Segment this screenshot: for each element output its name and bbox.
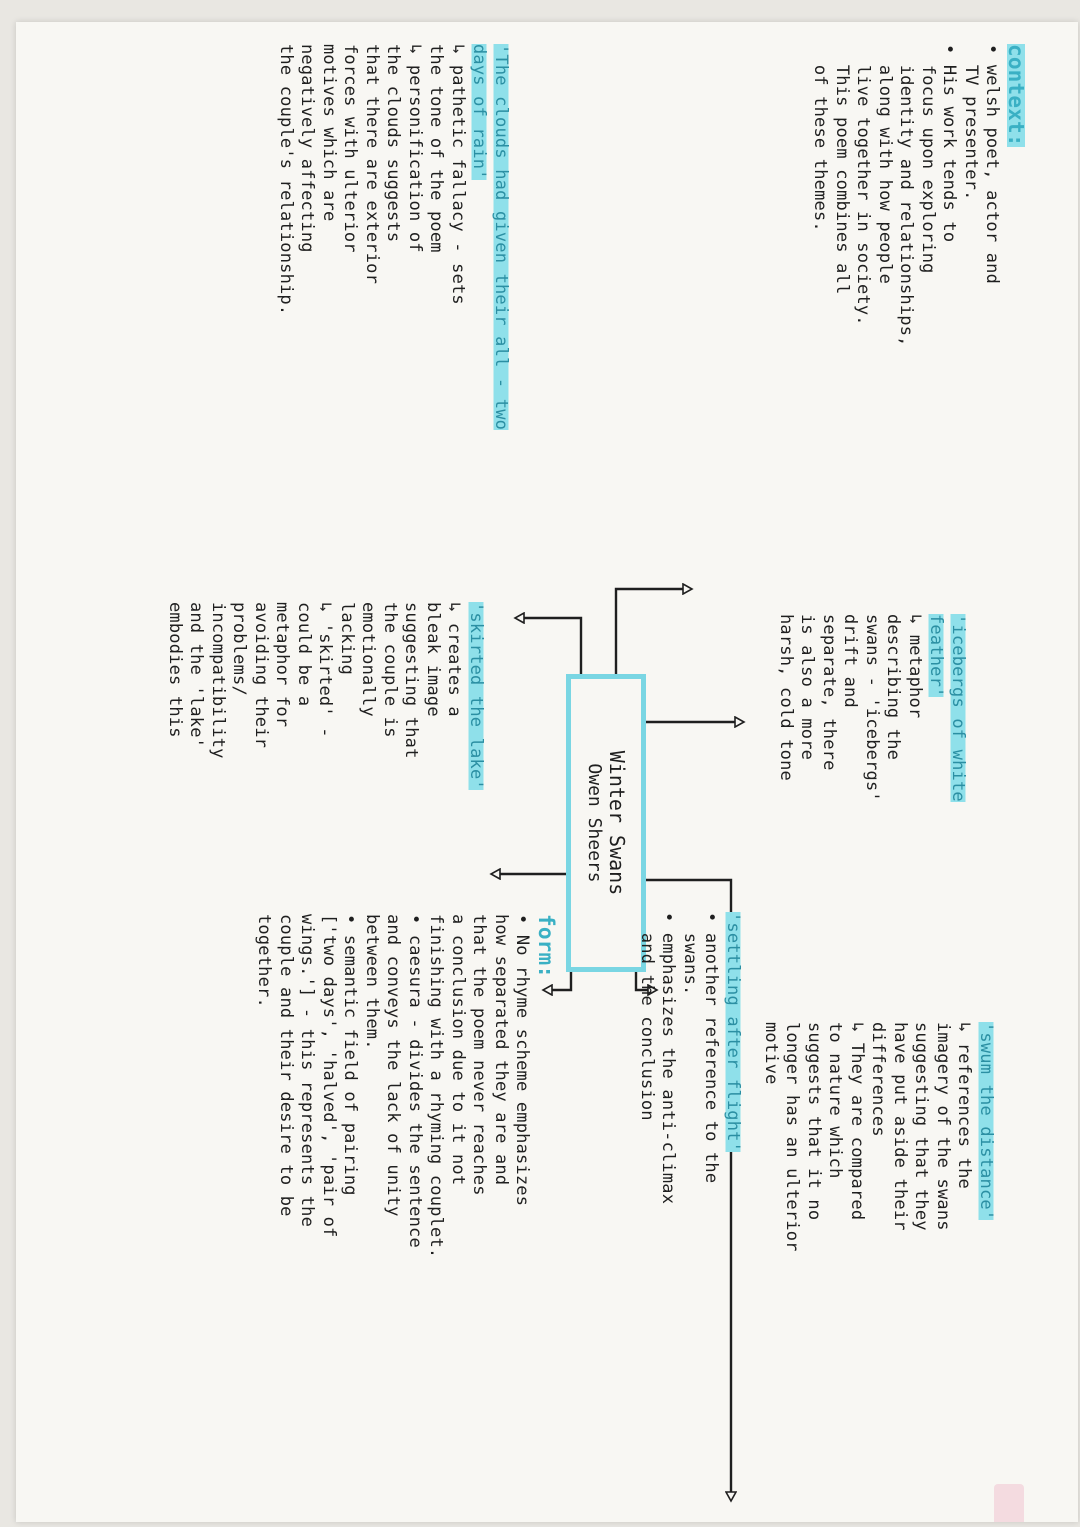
- settling-line: and the conclusion: [637, 912, 657, 1121]
- skirted-line: embodies this: [165, 602, 185, 738]
- context-line: This poem combines all: [832, 44, 852, 295]
- icebergs-line: is also a more: [797, 614, 818, 761]
- form-line: finishing with a rhyming couplet.: [426, 914, 447, 1259]
- skirted-line: avoiding their: [251, 602, 271, 749]
- distance-note: [760, 1022, 997, 1492]
- icebergs-line: describing the: [883, 614, 904, 761]
- clouds-quote: 'The clouds had given their all - two days of rain': [469, 44, 511, 431]
- skirted-line: problems/: [229, 602, 250, 696]
- distance-line: have put aside their: [890, 1022, 910, 1231]
- icebergs-line: harsh, cold tone: [776, 614, 796, 781]
- form-line: that the poem never reaches: [469, 914, 490, 1196]
- context-line: • His work tends to: [939, 44, 960, 243]
- distance-line: imagery of the swans: [933, 1022, 953, 1231]
- context-line: TV presenter.: [961, 44, 981, 201]
- context-line: identity and relationships,: [896, 44, 917, 347]
- skirted-line: metaphor for: [272, 602, 293, 728]
- context-line: along with how people: [875, 44, 895, 285]
- clouds-line: that there are exterior: [362, 44, 382, 285]
- context-line: live together in society.: [853, 44, 874, 326]
- icebergs-line: drift and: [840, 614, 861, 708]
- icebergs-note: [775, 614, 969, 894]
- context-line: of these themes.: [810, 44, 831, 232]
- icebergs-line: separate, there: [819, 614, 839, 771]
- skirted-line: and the 'lake': [186, 602, 207, 749]
- icebergs-line: ↳ metaphor: [905, 614, 925, 719]
- skirted-note: [164, 602, 487, 902]
- clouds-line: the tone of the poem: [426, 44, 447, 253]
- settling-quote: 'settling after flight': [723, 912, 743, 1153]
- form-line: and conveys the lack of unity: [383, 914, 404, 1217]
- distance-line: to nature which: [825, 1022, 846, 1179]
- clouds-line: the couple's relationship.: [276, 44, 296, 316]
- skirted-line: ↳ creates a: [444, 602, 465, 717]
- form-line: couple and their desire to be: [276, 914, 296, 1217]
- skirted-line: bleak image: [423, 602, 443, 717]
- distance-line: ↳ They are compared: [847, 1022, 867, 1221]
- form-line: how separated they are and: [491, 914, 511, 1186]
- distance-line: suggests that it no: [804, 1022, 824, 1221]
- distance-line: suggesting that they: [911, 1022, 932, 1231]
- clouds-line: ↳ personification of: [405, 44, 425, 253]
- skirted-quote: 'skirted the lake': [466, 602, 486, 790]
- skirted-line: suggesting that: [401, 602, 422, 759]
- clouds-line: ↳ pathetic fallacy - sets: [448, 44, 468, 305]
- skirted-line: incompatibility: [208, 602, 228, 759]
- distance-line: ↳ references the: [954, 1022, 975, 1189]
- skirted-line: emotionally: [358, 602, 379, 717]
- form-line: wings.'] - this represents the: [297, 914, 318, 1228]
- distance-quote: 'swum the distance': [976, 1022, 996, 1221]
- arrow-to-clouds: [516, 618, 581, 674]
- skirted-line: ↳ 'skirted' -: [315, 602, 336, 738]
- clouds-line: forces with ulterior: [340, 44, 361, 253]
- context-line: focus upon exploring: [918, 44, 938, 274]
- context-heading: context:: [1004, 44, 1028, 147]
- form-line: a conclusion due to it not: [448, 914, 468, 1186]
- clouds-line: the clouds suggests: [383, 44, 404, 243]
- form-line: • semantic field of pairing: [340, 914, 361, 1196]
- clouds-note: [275, 44, 512, 644]
- skirted-line: the couple is: [380, 602, 400, 738]
- clouds-line: negatively affecting: [297, 44, 318, 253]
- distance-line: differences: [868, 1022, 889, 1137]
- clouds-line: motives which are: [319, 44, 339, 222]
- context-line: • welsh poet, actor and: [982, 44, 1003, 285]
- settling-line: • another reference to the: [701, 912, 722, 1184]
- notebook-page: [16, 22, 1078, 1522]
- icebergs-line: swans - 'icebergs': [862, 614, 882, 802]
- arrow-to-context: [616, 589, 691, 674]
- form-heading: form:: [534, 914, 558, 979]
- poem-author: Owen Sheers: [584, 763, 605, 883]
- settling-line: • emphasizes the anti-climax: [658, 912, 679, 1205]
- form-line: ['two days', 'halved', 'pair of: [319, 914, 339, 1238]
- context-note: [809, 44, 1026, 564]
- form-line: together.: [254, 914, 275, 1008]
- form-note: [253, 914, 556, 1514]
- mind-map: [16, 22, 1076, 1522]
- form-line: between them.: [362, 914, 382, 1050]
- skirted-line: lacking: [337, 602, 357, 676]
- poem-title: Winter Swans: [605, 750, 629, 896]
- icebergs-quote: 'icebergs of white feather': [926, 614, 968, 802]
- settling-line: swans.: [680, 912, 700, 996]
- form-line: • caesura - divides the sentence: [405, 914, 425, 1248]
- form-line: • No rhyme scheme emphasizes: [512, 914, 533, 1207]
- distance-line: motive: [761, 1022, 781, 1085]
- poem-title-box: [566, 674, 646, 972]
- skirted-line: could be a: [294, 602, 314, 707]
- distance-line: longer has an ulterior: [782, 1022, 803, 1252]
- settling-note: [636, 912, 744, 1472]
